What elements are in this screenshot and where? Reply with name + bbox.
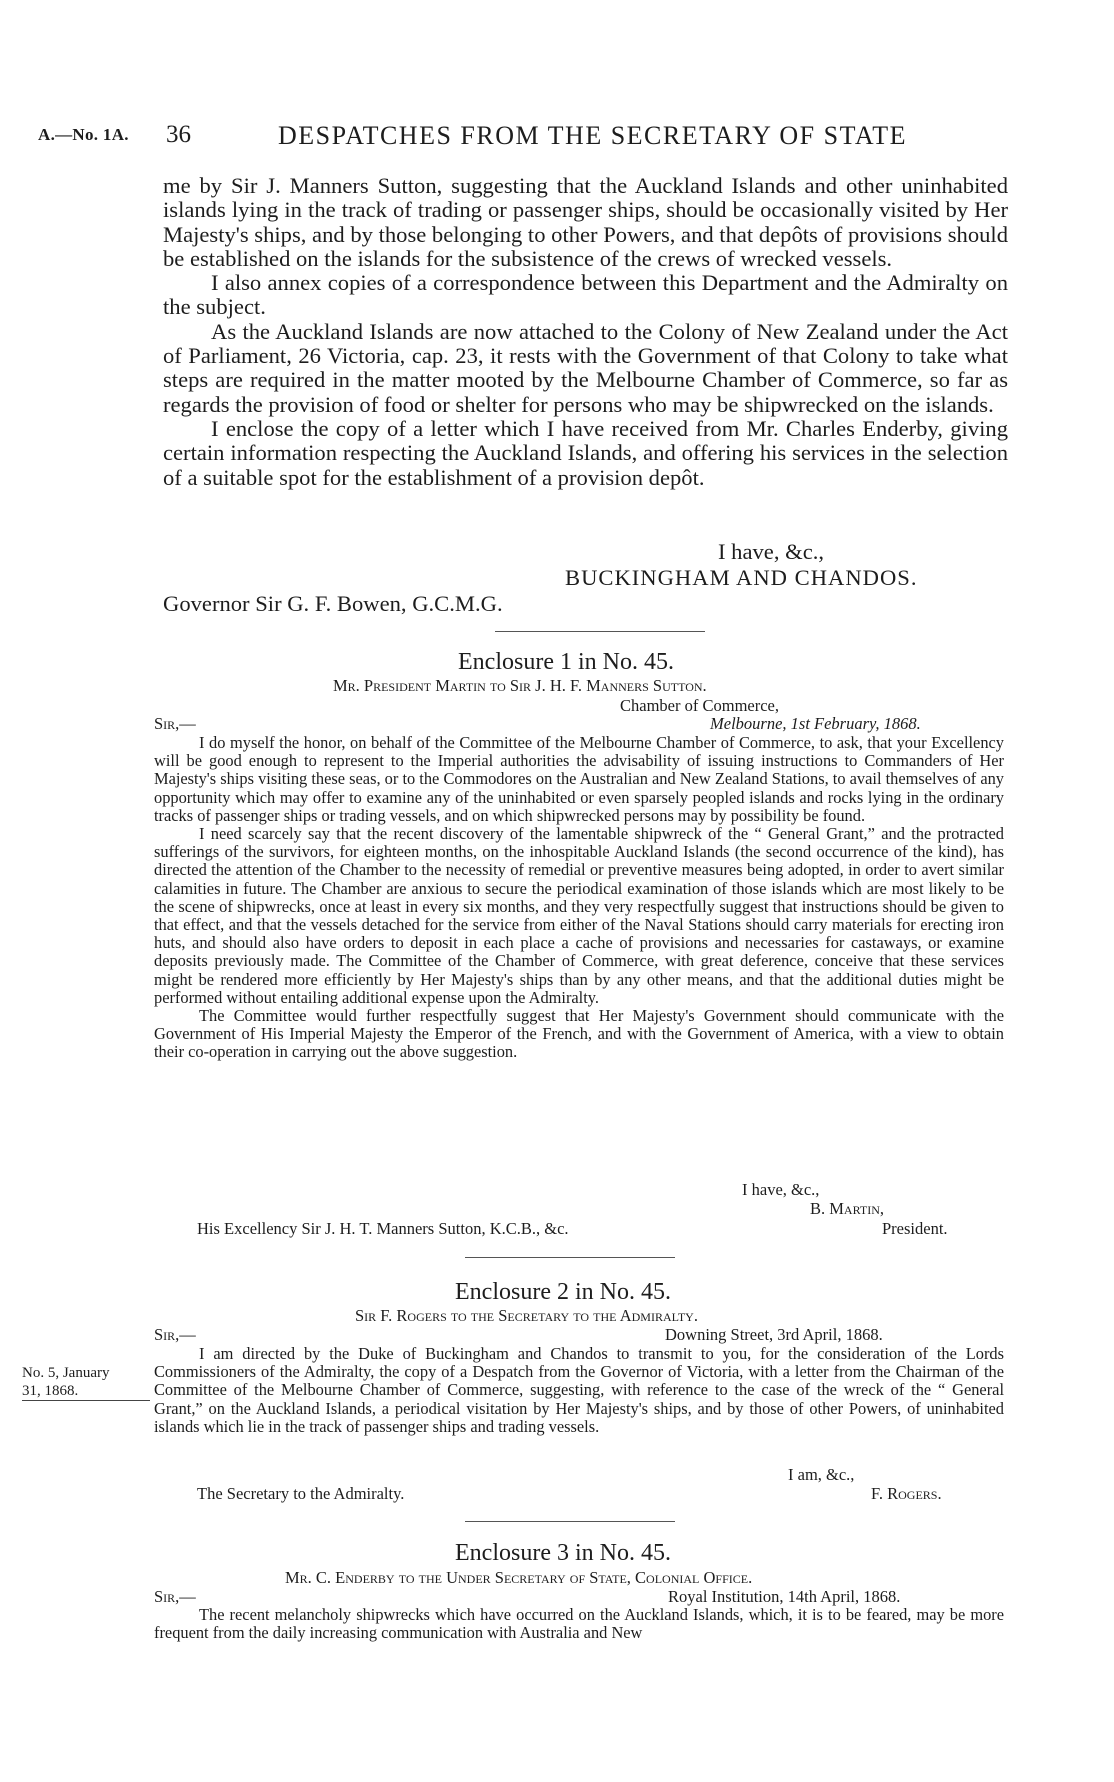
enclosure-2-salutation: Sir,—	[154, 1325, 196, 1344]
page-title: DESPATCHES FROM THE SECRETARY OF STATE	[278, 121, 908, 150]
despatch-paragraph: I enclose the copy of a letter which I have received from Mr. Charles Enderby, giving certain information respecting the Auckland Islands, and offering his services in the selection of a suitable spot for the establishment of a provision depôt.	[163, 415, 1008, 490]
margin-note-rule	[22, 1400, 150, 1401]
enclosure-2-body	[154, 1345, 1004, 1436]
enclosure-1-signature: B. Martin,	[810, 1199, 884, 1218]
enclosure-1-closing: I have, &c.,	[742, 1180, 820, 1199]
enclosure-1-body	[154, 734, 1004, 1062]
margin-note-line: No. 5, January	[22, 1365, 110, 1381]
section-divider	[495, 631, 705, 632]
enclosure-2-paragraph: I am directed by the Duke of Buckingham and Chandos to transmit to you, for the consideration of the Lords Commissioners of the Admiralty, the copy of a Despatch from the Governor of Victoria, with a letter from the Chairman of the Committee of the Melbourne Chamber of Commerce, suggesting, with reference to the case of the wreck of the “ General Grant,” on the Auckland Islands, a periodical visitation by Her Majesty's ships, and by those of other Powers, of uninhabited islands which lie in the track of passenger ships and trading vessels.	[154, 1344, 1004, 1436]
enclosure-2-signature: F. Rogers.	[871, 1484, 942, 1503]
despatch-signature: BUCKINGHAM AND CHANDOS.	[565, 565, 918, 590]
despatch-body	[163, 174, 1008, 490]
enclosure-3-subtitle: Mr. C. Enderby to the Under Secretary of State, Colonial Office.	[285, 1568, 753, 1587]
enclosure-1-place: Chamber of Commerce,	[620, 696, 779, 715]
enclosure-1-addressee: His Excellency Sir J. H. T. Manners Sutton, K.C.B., &c.	[197, 1219, 569, 1238]
despatch-closing: I have, &c.,	[718, 539, 825, 564]
enclosure-1-paragraph: I do myself the honor, on behalf of the Committee of the Melbourne Chamber of Commerce, to ask, that your Excellency will be good enough to represent to the Imperial authorities the advisability of issuing instructions to Commanders of Her Majesty's ships visiting these seas, or to the Commodores on the Australian and New Zealand Stations, to avail themselves of any opportunity which may offer to examine any of the uninhabited or even sparsely peopled islands and rocks lying in the ordinary tracks of passenger ships or trading vessels, and on which shipwrecked persons may by possibility be found.	[154, 733, 1004, 825]
despatch-paragraph: I also annex copies of a correspondence between this Department and the Admiralty on the subject.	[163, 270, 1008, 320]
page-number: 36	[166, 121, 191, 148]
despatch-paragraph: As the Auckland Islands are now attached to the Colony of New Zealand under the Act of Parliament, 26 Victoria, cap. 23, it rests with the Government of that Colony to take what steps are required in the matter mooted by the Melbourne Chamber of Commerce, so far as regards the provision of food or shelter for persons who may be shipwrecked on the islands.	[163, 318, 1008, 417]
despatch-addressee: Governor Sir G. F. Bowen, G.C.M.G.	[163, 591, 503, 616]
enclosure-2-title: Enclosure 2 in No. 45.	[455, 1279, 671, 1305]
document-reference: A.—No. 1A.	[38, 125, 129, 144]
enclosure-3-salutation: Sir,—	[154, 1587, 196, 1606]
margin-note-line: 31, 1868.	[22, 1383, 79, 1399]
enclosure-2-place: Downing Street, 3rd April, 1868.	[665, 1325, 883, 1344]
enclosure-1-paragraph: The Committee would further respectfully suggest that Her Majesty's Government should communicate with the Government of His Imperial Majesty the Emperor of the French, and with the Government of America, with a view to obtain their co-operation in carrying out the above suggestion.	[154, 1006, 1004, 1062]
enclosure-1-title: Enclosure 1 in No. 45.	[458, 649, 674, 675]
enclosure-2-closing: I am, &c.,	[788, 1465, 855, 1484]
page-header	[38, 121, 1078, 151]
enclosure-1-paragraph: I need scarcely say that the recent discovery of the lamentable shipwreck of the “ General Grant,” and the protracted sufferings of the survivors, for eighteen months, on the inhospitable Auckland Islands (the second occurrence of the kind), has directed the attention of the Chamber to the necessity of remedial or preventive measures being adopted, in order to avert similar calamities in future. The Chamber are anxious to secure the periodical examination of those islands which are most likely to be the scene of shipwrecks, once at least in every six months, and they very respectfully suggest that instructions should be given to that effect, and that the vessels detached for the service from either of the Naval Stations should carry materials for erecting iron huts, and should also have orders to deposit in each place a cache of provisions and necessaries for castaways, or examine deposits previously made. The Committee of the Chamber of Commerce, with great deference, conceive that these services might be rendered more efficiently by Her Majesty's ships than by any other means, and that the additional duties might be performed without entailing additional expense upon the Admiralty.	[154, 824, 1004, 1007]
enclosure-1-date: Melbourne, 1st February, 1868.	[710, 714, 921, 733]
enclosure-3-place: Royal Institution, 14th April, 1868.	[668, 1587, 901, 1606]
enclosure-1-signature-title: President.	[882, 1219, 948, 1238]
enclosure-3-paragraph: The recent melancholy shipwrecks which have occurred on the Auckland Islands, which, it is to be feared, may be more frequent from the daily increasing communication with Australia and New	[154, 1605, 1004, 1643]
enclosure-2-subtitle: Sir F. Rogers to the Secretary to the Admiralty.	[355, 1306, 698, 1325]
enclosure-3-title: Enclosure 3 in No. 45.	[455, 1540, 671, 1566]
section-divider	[465, 1257, 675, 1258]
margin-note	[22, 1364, 150, 1401]
despatch-paragraph: me by Sir J. Manners Sutton, suggesting that the Auckland Islands and other uninhabited islands lying in the track of trading or passenger ships, should be occasionally visited by Her Majesty's ships, and by those belonging to other Powers, and that depôts of provisions should be established on the islands for the subsistence of the crews of wrecked vessels.	[163, 173, 1008, 271]
enclosure-1-salutation: Sir,—	[154, 714, 196, 733]
enclosure-1-subtitle: Mr. President Martin to Sir J. H. F. Manners Sutton.	[333, 676, 707, 695]
enclosure-3-body	[154, 1606, 1004, 1642]
section-divider	[465, 1521, 675, 1522]
enclosure-2-addressee: The Secretary to the Admiralty.	[197, 1484, 405, 1503]
